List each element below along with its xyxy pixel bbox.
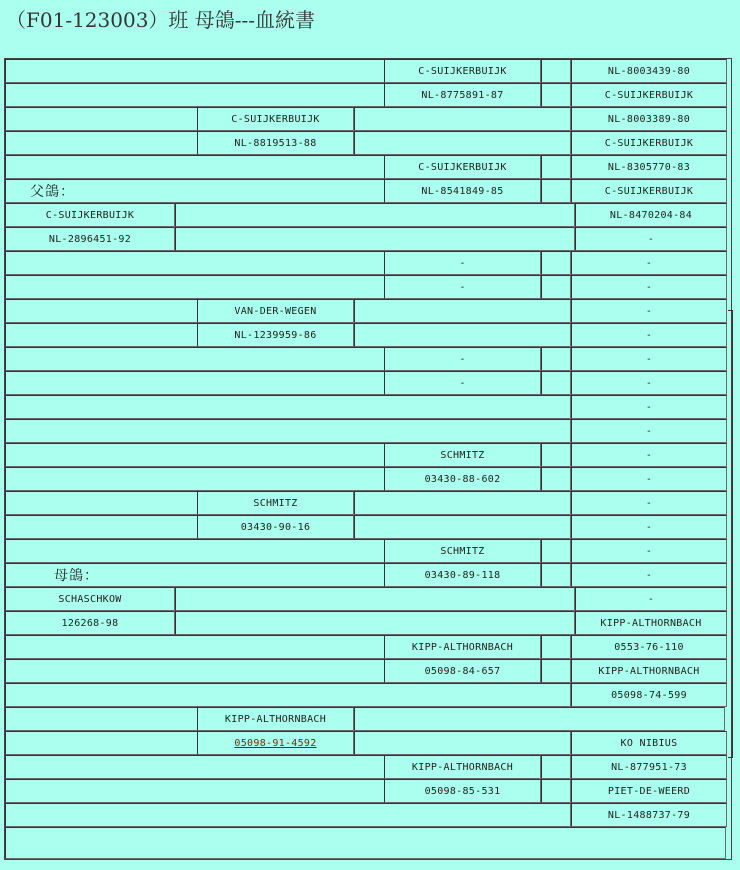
- pedigree-cell: -: [571, 419, 727, 443]
- pedigree-cell: -: [571, 299, 727, 323]
- pedigree-cell: -: [571, 491, 727, 515]
- pedigree-cell: -: [384, 275, 541, 299]
- empty-cell: [5, 779, 385, 803]
- empty-cell: [5, 251, 385, 275]
- pedigree-cell: C-SUIJKERBUIJK: [384, 155, 541, 179]
- empty-cell: [5, 731, 198, 755]
- empty-cell: [5, 491, 198, 515]
- empty-cell: [175, 611, 575, 635]
- pedigree-cell: -: [571, 467, 727, 491]
- empty-cell: [5, 755, 385, 779]
- empty-cell: [541, 371, 571, 395]
- empty-cell: [5, 659, 385, 683]
- pedigree-cell: 05098-84-657: [384, 659, 541, 683]
- pedigree-cell: 03430-90-16: [197, 515, 354, 539]
- empty-cell: [5, 395, 571, 419]
- pedigree-cell: 126268-98: [5, 611, 175, 635]
- pedigree-cell: -: [575, 587, 727, 611]
- pedigree-cell: -: [571, 515, 727, 539]
- pedigree-cell: -: [571, 347, 727, 371]
- empty-cell: [5, 347, 385, 371]
- empty-cell: [541, 467, 571, 491]
- empty-cell: [5, 299, 198, 323]
- empty-cell: [5, 275, 385, 299]
- pedigree-cell: NL-1488737-79: [571, 803, 727, 827]
- empty-cell: [541, 83, 571, 107]
- empty-cell: [175, 203, 575, 227]
- pedigree-cell: -: [571, 323, 727, 347]
- empty-cell: [5, 323, 198, 347]
- empty-cell: [354, 731, 571, 755]
- empty-cell: [541, 155, 571, 179]
- pedigree-cell: NL-8775891-87: [384, 83, 541, 107]
- pedigree-cell: SCHASCHKOW: [5, 587, 175, 611]
- pedigree-cell: NL-8003439-80: [571, 59, 727, 83]
- pedigree-cell: -: [384, 371, 541, 395]
- empty-cell: [354, 491, 571, 515]
- empty-cell: [5, 371, 385, 395]
- empty-cell: [541, 563, 571, 587]
- empty-cell: [5, 155, 385, 179]
- empty-cell: [354, 131, 571, 155]
- empty-cell: [5, 107, 198, 131]
- empty-cell: [354, 323, 571, 347]
- empty-cell: [541, 275, 571, 299]
- empty-cell: [541, 179, 571, 203]
- empty-cell: [541, 539, 571, 563]
- empty-cell: [541, 659, 571, 683]
- empty-cell: [175, 227, 575, 251]
- empty-cell: [5, 539, 385, 563]
- pedigree-cell: PIET-DE-WEERD: [571, 779, 727, 803]
- pedigree-cell: -: [575, 227, 727, 251]
- pedigree-cell: VAN-DER-WEGEN: [197, 299, 354, 323]
- pedigree-cell: 05098-74-599: [571, 683, 727, 707]
- pedigree-cell: C-SUIJKERBUIJK: [571, 179, 727, 203]
- empty-cell: [354, 707, 725, 731]
- empty-cell: [541, 443, 571, 467]
- empty-cell: [541, 635, 571, 659]
- empty-cell: [541, 347, 571, 371]
- empty-cell: [5, 707, 198, 731]
- pedigree-cell: NL-877951-73: [571, 755, 727, 779]
- empty-cell: [5, 803, 571, 827]
- empty-cell: [5, 635, 385, 659]
- page-title: （F01-123003）班 母鴿---血統書: [6, 8, 316, 32]
- empty-cell: [541, 779, 571, 803]
- pedigree-cell: NL-2896451-92: [5, 227, 175, 251]
- empty-cell: [5, 83, 385, 107]
- pedigree-cell: KIPP-ALTHORNBACH: [571, 659, 727, 683]
- empty-cell: [541, 755, 571, 779]
- pedigree-cell: SCHMITZ: [197, 491, 354, 515]
- pedigree-cell: 0553-76-110: [571, 635, 727, 659]
- pedigree-cell: KIPP-ALTHORNBACH: [384, 755, 541, 779]
- pedigree-cell: C-SUIJKERBUIJK: [571, 83, 727, 107]
- pedigree-cell: NL-8003389-80: [571, 107, 727, 131]
- pedigree-cell: KIPP-ALTHORNBACH: [384, 635, 541, 659]
- pedigree-cell: 03430-89-118: [384, 563, 541, 587]
- empty-cell: [5, 827, 726, 859]
- pedigree-cell: -: [571, 275, 727, 299]
- pedigree-cell: C-SUIJKERBUIJK: [5, 203, 175, 227]
- pedigree-cell: 03430-88-602: [384, 467, 541, 491]
- pedigree-cell: -: [571, 563, 727, 587]
- empty-cell: [5, 131, 198, 155]
- pedigree-cell: KIPP-ALTHORNBACH: [197, 707, 354, 731]
- father-label: 父鴿：: [30, 184, 75, 200]
- empty-cell: [5, 683, 571, 707]
- pedigree-cell: 05098-85-531: [384, 779, 541, 803]
- pedigree-cell: NL-8470204-84: [575, 203, 727, 227]
- empty-cell: [5, 515, 198, 539]
- pedigree-cell: -: [571, 539, 727, 563]
- empty-cell: [175, 587, 575, 611]
- empty-cell: [5, 443, 385, 467]
- pedigree-cell: -: [571, 371, 727, 395]
- pedigree-cell: -: [571, 251, 727, 275]
- empty-cell: [5, 59, 385, 83]
- pedigree-cell: -: [571, 443, 727, 467]
- empty-cell: [354, 515, 571, 539]
- bracket-top: [728, 310, 733, 758]
- pedigree-cell: KO NIBIUS: [571, 731, 727, 755]
- empty-cell: [354, 107, 571, 131]
- pedigree-cell: C-SUIJKERBUIJK: [571, 131, 727, 155]
- pedigree-cell: SCHMITZ: [384, 443, 541, 467]
- pedigree-cell: KIPP-ALTHORNBACH: [575, 611, 727, 635]
- pedigree-cell: C-SUIJKERBUIJK: [197, 107, 354, 131]
- pedigree-cell: -: [384, 347, 541, 371]
- empty-cell: [5, 467, 385, 491]
- pedigree-cell: SCHMITZ: [384, 539, 541, 563]
- pedigree-cell: NL-8819513-88: [197, 131, 354, 155]
- pedigree-link[interactable]: 05098-91-4592: [197, 731, 354, 755]
- empty-cell: [5, 419, 571, 443]
- empty-cell: [541, 59, 571, 83]
- pedigree-cell: NL-8541849-85: [384, 179, 541, 203]
- pedigree-cell: -: [571, 395, 727, 419]
- pedigree-cell: C-SUIJKERBUIJK: [384, 59, 541, 83]
- empty-cell: [541, 251, 571, 275]
- empty-cell: [354, 299, 571, 323]
- pedigree-cell: NL-1239959-86: [197, 323, 354, 347]
- pedigree-cell: -: [384, 251, 541, 275]
- pedigree-cell: NL-8305770-83: [571, 155, 727, 179]
- mother-label: 母鴿：: [54, 568, 99, 584]
